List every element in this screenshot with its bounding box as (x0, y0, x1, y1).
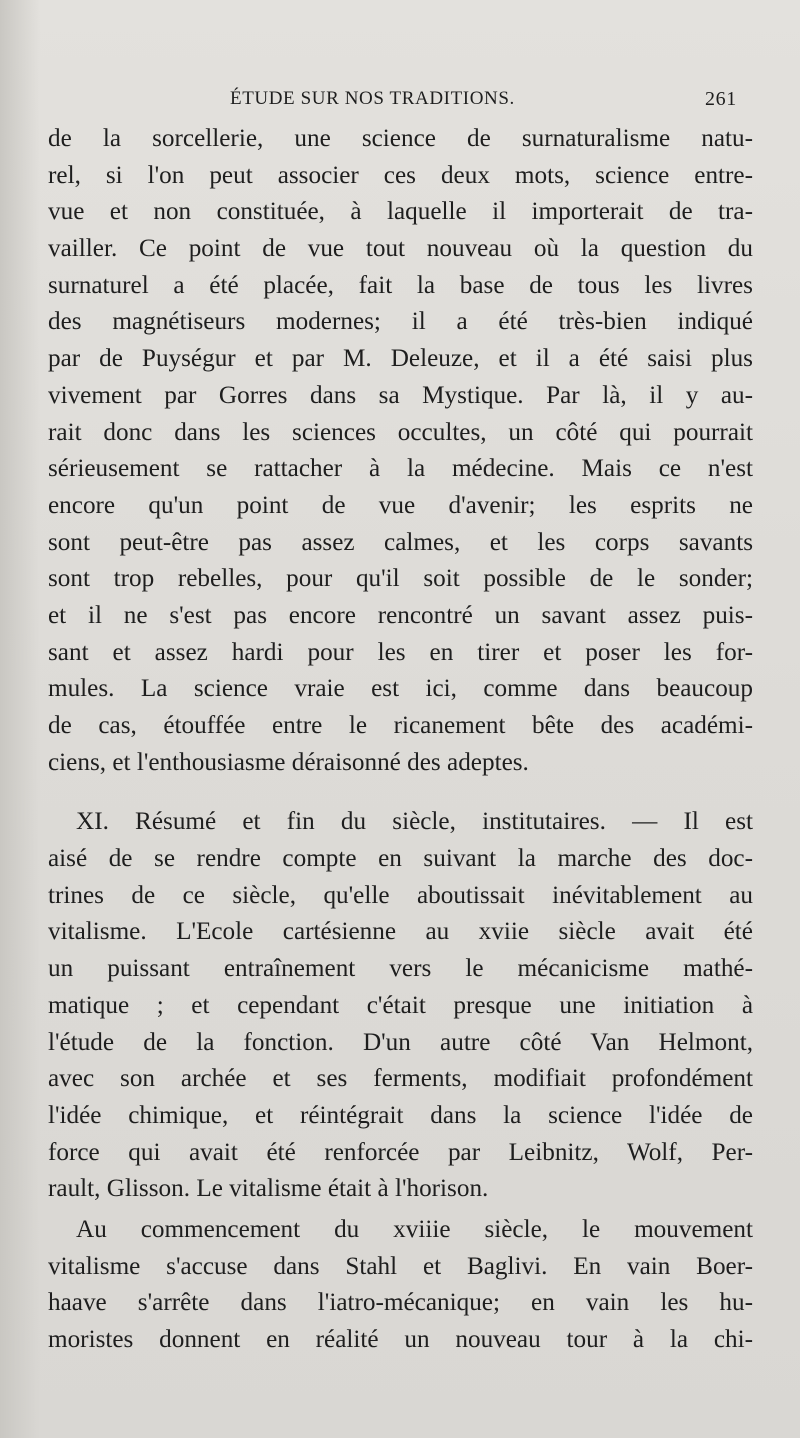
paragraph-2-section-xi (48, 804, 753, 1208)
text-line: vitalisme. L'Ecole cartésienne au xviie siècle avait été (48, 918, 753, 946)
text-line: trines de ce siècle, qu'elle aboutissait inévitablement au (48, 881, 753, 909)
text-line: sont trop rebelles, pour qu'il soit possible de le sonder; (48, 565, 753, 593)
text-line: sont peut-être pas assez calmes, et les corps savants (48, 528, 753, 556)
paragraph-3 (48, 1212, 753, 1359)
text-line: force qui avait été renforcée par Leibnitz, Wolf, Per- (48, 1138, 753, 1166)
text-line: mules. La science vraie est ici, comme dans beaucoup (48, 675, 753, 703)
text-line: vivement par Gorres dans sa Mystique. Par là, il y au- (48, 381, 753, 409)
text-line: rel, si l'on peut associer ces deux mots, science entre- (48, 161, 753, 189)
running-title: ÉTUDE SUR NOS TRADITIONS. (230, 88, 515, 109)
text-line: des magnétiseurs modernes; il a été très-bien indiqué (48, 308, 753, 336)
text-line: vailler. Ce point de vue tout nouveau où la question du (48, 235, 753, 263)
text-line: ciens, et l'enthousiasme déraisonné des adeptes. (48, 748, 529, 776)
body-text (48, 121, 753, 1359)
text-line: de la sorcellerie, une science de surnaturalisme natu- (48, 125, 753, 152)
section-heading-line: XI. Résumé et fin du siècle, institutaires. — Il est (76, 808, 753, 836)
text-line: moristes donnent en réalité un nouveau tour à la chi- (48, 1326, 753, 1353)
text-line: Au commencement du xviiie siècle, le mouvement (76, 1215, 753, 1243)
text-line: avec son archée et ses ferments, modifiait profondément (48, 1065, 753, 1093)
text-line: sérieusement se rattacher à la médecine. Mais ce n'est (48, 455, 753, 483)
running-header (0, 88, 800, 118)
page-number: 261 (705, 88, 737, 110)
text-line: aisé de se rendre compte en suivant la marche des doc- (48, 845, 753, 873)
text-line: vitalisme s'accuse dans Stahl et Baglivi. En vain Boer- (48, 1252, 753, 1280)
text-line: l'idée chimique, et réintégrait dans la science l'idée de (48, 1101, 753, 1129)
text-line: surnaturel a été placée, fait la base de tous les livres (48, 271, 753, 299)
text-line: haave s'arrête dans l'iatro-mécanique; en vain les hu- (48, 1289, 753, 1317)
text-line: vue et non constituée, à laquelle il importerait de tra- (48, 198, 753, 226)
text-line: par de Puységur et par M. Deleuze, et il a été saisi plus (48, 345, 753, 373)
text-line: encore qu'un point de vue d'avenir; les esprits ne (48, 491, 753, 519)
text-line: un puissant entraînement vers le mécanicisme mathé- (48, 955, 753, 983)
text-line: matique ; et cependant c'était presque une initiation à (48, 991, 753, 1019)
paragraph-1 (48, 121, 753, 781)
text-line: et il ne s'est pas encore rencontré un savant assez puis- (48, 601, 753, 629)
text-line: l'étude de la fonction. D'un autre côté Van Helmont, (48, 1028, 753, 1056)
text-line: rait donc dans les sciences occultes, un côté qui pourrait (48, 418, 753, 446)
text-line: sant et assez hardi pour les en tirer et poser les for- (48, 638, 753, 666)
text-line: rault, Glisson. Le vitalisme était à l'horison. (48, 1175, 489, 1203)
text-line: de cas, étouffée entre le ricanement bête des académi- (48, 712, 753, 739)
